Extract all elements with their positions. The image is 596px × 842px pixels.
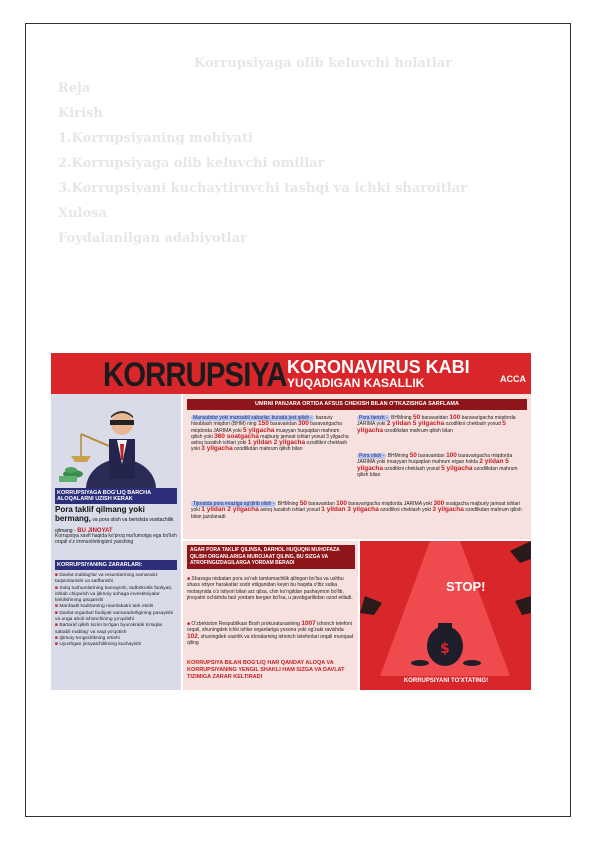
penalty-text: ozodlikdan mahrum qilish bilan — [232, 446, 303, 453]
left-banner: KORRUPSIYAGA BOG'LIQ BARCHA ALOQALARNI UZISH KERAK — [55, 488, 177, 504]
penalty-text: ozodlikni cheklash yoki — [191, 440, 348, 453]
penalty-number: 1 yildan 2 yilgacha — [247, 439, 306, 447]
anti-corruption-poster — [51, 353, 531, 690]
report-text: O'zbekiston Respublikasi Bosh prokuraturasining — [191, 621, 302, 627]
left-big-line: Pora taklif qilmang yoki bermang, — [55, 505, 145, 523]
penalty-text: ozodlikni cheklash yoxud — [444, 421, 503, 428]
stop-caption: KORRUPSIYANI TO'XTATING! — [403, 678, 489, 684]
bullet-icon: ■ — [187, 621, 192, 627]
penalty-text: BHMning — [386, 453, 410, 459]
report-text: ishonch telefoni orqali, shuningdek ichki ishlar organlariga yoxona yoki og'zaki ravishda — [187, 621, 352, 634]
penalty-pill: Pora berish - — [359, 415, 388, 421]
penalty-box-1 — [191, 415, 351, 453]
left-main-text — [55, 505, 179, 536]
penalty-number: 100 — [336, 500, 347, 507]
penalty-box-4 — [191, 501, 527, 520]
penalty-number: 2 yildan 5 yilgacha — [386, 420, 445, 428]
penalties-bar: UMRNI PANJARA ORTIDA AFSUS CHEKISH BILAN O'TKAZISHGA SARFLAMA — [187, 399, 527, 410]
poster-subtitle-1: KORONAVIRUS KABI — [287, 357, 470, 377]
blindfolded-justice-figure-illustration — [51, 394, 181, 489]
toc-line: Xulosa — [58, 206, 107, 221]
penalty-pill: Tijoratda pora evaziga og'dirib olish - — [193, 501, 275, 507]
penalty-number: 100 — [449, 414, 461, 421]
bu-jinoyat-text: BU JINOYAT — [75, 528, 113, 534]
list-item: ■ Soliq tushumlarining kamayishi, tadbirkorlik faoliyati, ishlab chiqarish va ijtimoiy sohaga investitsiyalar kiritilishining qisqarishi — [55, 586, 179, 605]
penalty-number: 1 yildan 3 yilgacha — [321, 506, 379, 514]
penalty-number: 3 yilgacha — [201, 445, 233, 453]
report-item-2 — [187, 621, 355, 646]
penalty-number: 5 yilgacha — [357, 420, 506, 434]
penalty-pill: Pora olish - — [359, 453, 385, 459]
penalty-number: 1 yildan 2 yilgacha — [201, 506, 259, 514]
penalty-box-2 — [357, 415, 527, 434]
penalty-text: majburiy jamoat ishlari yoxud 3 yilgacha axloq tuzatish ishlari yoki — [191, 433, 349, 447]
bullet-icon: ■ — [187, 576, 192, 582]
list-item: ■ Ijtimoiy tengsizlikning ortishi — [55, 636, 179, 642]
poster-left-column — [51, 394, 181, 690]
harms-list — [55, 573, 179, 649]
penalty-number: 300 — [433, 500, 445, 507]
penalty-text: BHMning — [389, 415, 413, 421]
penalty-number: 50 — [412, 414, 421, 421]
report-text: , shuningdek vazirlik va idoralarning ishonch telefonlari orqali murojaat qiling — [187, 633, 354, 646]
list-item: ■ Davlat mablag'lar va resurslarining samarasiz taqsimlanishi va sarflanishi — [55, 573, 179, 586]
penalty-number: 300 — [298, 420, 309, 428]
penalty-text: axloq tuzatish ishlari yoxud — [258, 507, 322, 514]
toc-line: Foydalanilgan adabiyotlar — [58, 231, 247, 246]
penalty-text: bazaviy hisoblash miqdori (BHM) ning — [191, 415, 333, 428]
penalty-number: 150 — [257, 420, 269, 428]
penalty-text: baravarigacha miqdorda JARIMA yoki — [347, 501, 434, 507]
report-footer: KORRUPSIYA BILAN BOG'LIQ HAR QANDAY ALOQA VA KORRUPSIYANING YENGIL SHAKLI HAM SIZGA VA DAVLAT TIZIMIGA ZARAR KELTIRADI — [187, 660, 345, 680]
harms-banner: KORRUPSIYANING ZARARLARI: — [55, 560, 177, 570]
penalty-number: 50 — [409, 452, 417, 459]
spotlight-illustration — [360, 541, 531, 690]
penalty-number: 5 yilgacha — [242, 426, 275, 434]
hotline-number: 102 — [187, 632, 198, 640]
penalty-box-3 — [357, 453, 527, 478]
penalty-text: baravarigacha miqdorda JARIMA yoki — [191, 421, 342, 434]
toc-line: Kirish — [58, 106, 103, 121]
poster-title: KORRUPSIYA — [103, 356, 287, 394]
penalty-text: baravaridan — [306, 501, 337, 507]
penalty-number: 3 yilgacha — [432, 506, 464, 514]
penalty-text: baravaridan — [416, 453, 447, 459]
acca-logo: ACCA — [500, 374, 526, 384]
svg-text:$: $ — [440, 641, 450, 657]
penalty-text: ozodlikdan mahrum qilish bilan — [383, 427, 453, 434]
report-item-1 — [187, 576, 355, 601]
list-item: ■ Manfaatli kadrlarning mamlakatni tark etishi — [55, 604, 179, 610]
penalty-text: baravarigacha miqdorda JARIMA yoki muayyan huquqdan mahrum etgan holda — [357, 453, 513, 466]
report-text: Shaxsga nisbatan pora so'rab tamlamachilik qilingan bo'lsa va ushbu shaxs ixtiyor harakatlar sodir etilganidan keyin bu haqida o'ttiz sutka mobaynida o'z ixtiyori bilan arz qilsa, chin ko'ngildan pushaymon bo'lib, jinoyatni ochishda faol yordam bergan bo'lsa, u javobgarlikdan ozod etiladi. — [187, 576, 353, 601]
poster-subtitle-2: YUQADIGAN KASALLIK — [287, 376, 425, 390]
penalty-text: ozodlikdan mahrum qilish bilan jazolanadi — [191, 507, 522, 520]
penalty-text: baravaridan — [268, 421, 299, 428]
list-item: ■ Uyushgan jinoyatchilikning kuchayishi — [55, 642, 179, 648]
list-item: ■ Bartaraf qilish lozim bo'lgan byurokratik to'siqlar sababli mablag' va vaqt yo'qotish — [55, 623, 179, 636]
penalty-text: ozodlikni cheklash yoki — [378, 507, 433, 514]
toc-line: 2.Korrupsiyaga olib keluvchi omillar — [58, 156, 325, 171]
penalty-number: 360 soatgacha — [214, 432, 259, 440]
penalty-number: 5 yilgacha — [441, 464, 473, 472]
penalty-text: baravarigacha miqdorda JARIMA yoki — [357, 415, 516, 428]
penalty-text: muayyan huquqdan mahrum qilish yoki — [191, 427, 340, 440]
left-big-tail: va pora olish va berishda vositachilik qilmang - — [55, 517, 174, 534]
hotline-number: 1007 — [301, 620, 316, 627]
penalty-number: 2 yildan 5 yilgacha — [357, 458, 509, 472]
toc-title: Korrupsiyaga olib keluvchi holatlar — [193, 56, 453, 71]
table-of-contents — [58, 56, 538, 256]
penalty-text: ozodlikdan mahrum qilish bilan — [357, 465, 518, 478]
penalty-text: BHMning — [276, 501, 300, 507]
penalty-text: soatgacha majburiy jamoat ishlari yoki — [191, 501, 520, 514]
stop-panel — [360, 541, 531, 690]
toc-line: 3.Korrupsiyani kuchaytiruvchi tashqi va ichki sharoitlar — [58, 181, 467, 196]
penalty-number: 50 — [299, 500, 307, 507]
left-small-text: Korrupsiya xavfi haqida ko'proq ma'lumotga ega bo'lish orqali o'z immunitetingizni yaxshing — [55, 533, 177, 545]
report-bar: AGAR PORA TAKLIF QILINSA, DARHOL HUQUQNI MUHOFAZA QILISH ORGANLARIGA MUROJAAT QILING, BU SIZGA VA ATROFINGIZDAGILARGA YORDAM BERADI — [187, 545, 355, 569]
stop-sign-text: STOP! — [446, 579, 486, 594]
toc-line: Reja — [58, 81, 91, 96]
penalty-text: baravaridan — [420, 415, 450, 421]
penalty-number: 100 — [446, 452, 457, 459]
penalty-pill: Mansabdor yoki mansabli xabarlar, burada joxt qilish - — [193, 415, 313, 421]
toc-line: 1.Korrupsiyaning mohiyati — [58, 131, 253, 146]
list-item: ■ Davlat organlari faoliyati samaradorligining pasayishi va unga aholi ishonchining yo'qolishi — [55, 611, 179, 624]
penalty-text: ozodlikni cheklash yoxud — [383, 465, 442, 472]
poster-header — [51, 353, 531, 394]
